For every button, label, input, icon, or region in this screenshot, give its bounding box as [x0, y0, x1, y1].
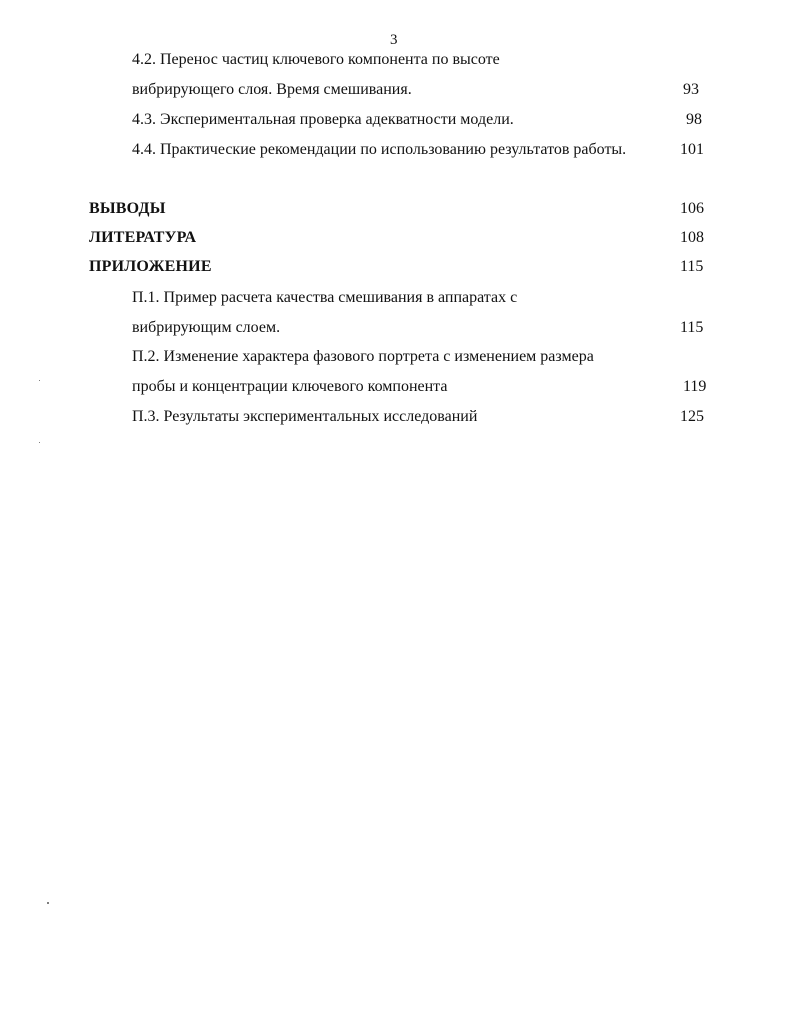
toc-entry-p2-line2: пробы и концентрации ключевого компонента	[132, 378, 448, 395]
toc-entry-4-4-page: 101	[680, 141, 704, 158]
toc-entry-p3-page: 125	[680, 408, 704, 425]
toc-entry-4-4-line1: 4.4. Практические рекомендации по использованию результатов работы.	[132, 141, 627, 158]
page-number: 3	[390, 32, 398, 48]
scan-speck	[39, 380, 40, 381]
toc-heading-literature: ЛИТЕРАТУРА	[89, 229, 197, 246]
toc-entry-p2-line1: П.2. Изменение характера фазового портрета с изменением размера	[132, 348, 594, 365]
toc-entry-4-2-line1: 4.2. Перенос частиц ключевого компонента по высоте	[132, 51, 500, 68]
toc-entry-p2-page: 119	[683, 378, 707, 395]
toc-heading-conclusions-page: 106	[680, 200, 704, 217]
toc-heading-literature-page: 108	[680, 229, 704, 246]
toc-entry-4-2-line2: вибрирующего слоя. Время смешивания.	[132, 81, 412, 98]
toc-entry-4-3-line1: 4.3. Экспериментальная проверка адекватности модели.	[132, 111, 514, 128]
toc-entry-4-3-page: 98	[686, 111, 702, 128]
toc-entry-4-2-page: 93	[683, 81, 699, 98]
scan-speck	[39, 442, 40, 443]
toc-heading-appendix-page: 115	[680, 258, 704, 275]
toc-entry-p1-page: 115	[680, 319, 704, 336]
scan-speck	[47, 902, 49, 904]
toc-entry-p1-line1: П.1. Пример расчета качества смешивания в аппаратах с	[132, 289, 518, 306]
toc-entry-p3-line1: П.3. Результаты экспериментальных исследований	[132, 408, 478, 425]
toc-heading-appendix: ПРИЛОЖЕНИЕ	[89, 258, 212, 275]
toc-heading-conclusions: ВЫВОДЫ	[89, 200, 166, 217]
toc-entry-p1-line2: вибрирующим слоем.	[132, 319, 281, 336]
